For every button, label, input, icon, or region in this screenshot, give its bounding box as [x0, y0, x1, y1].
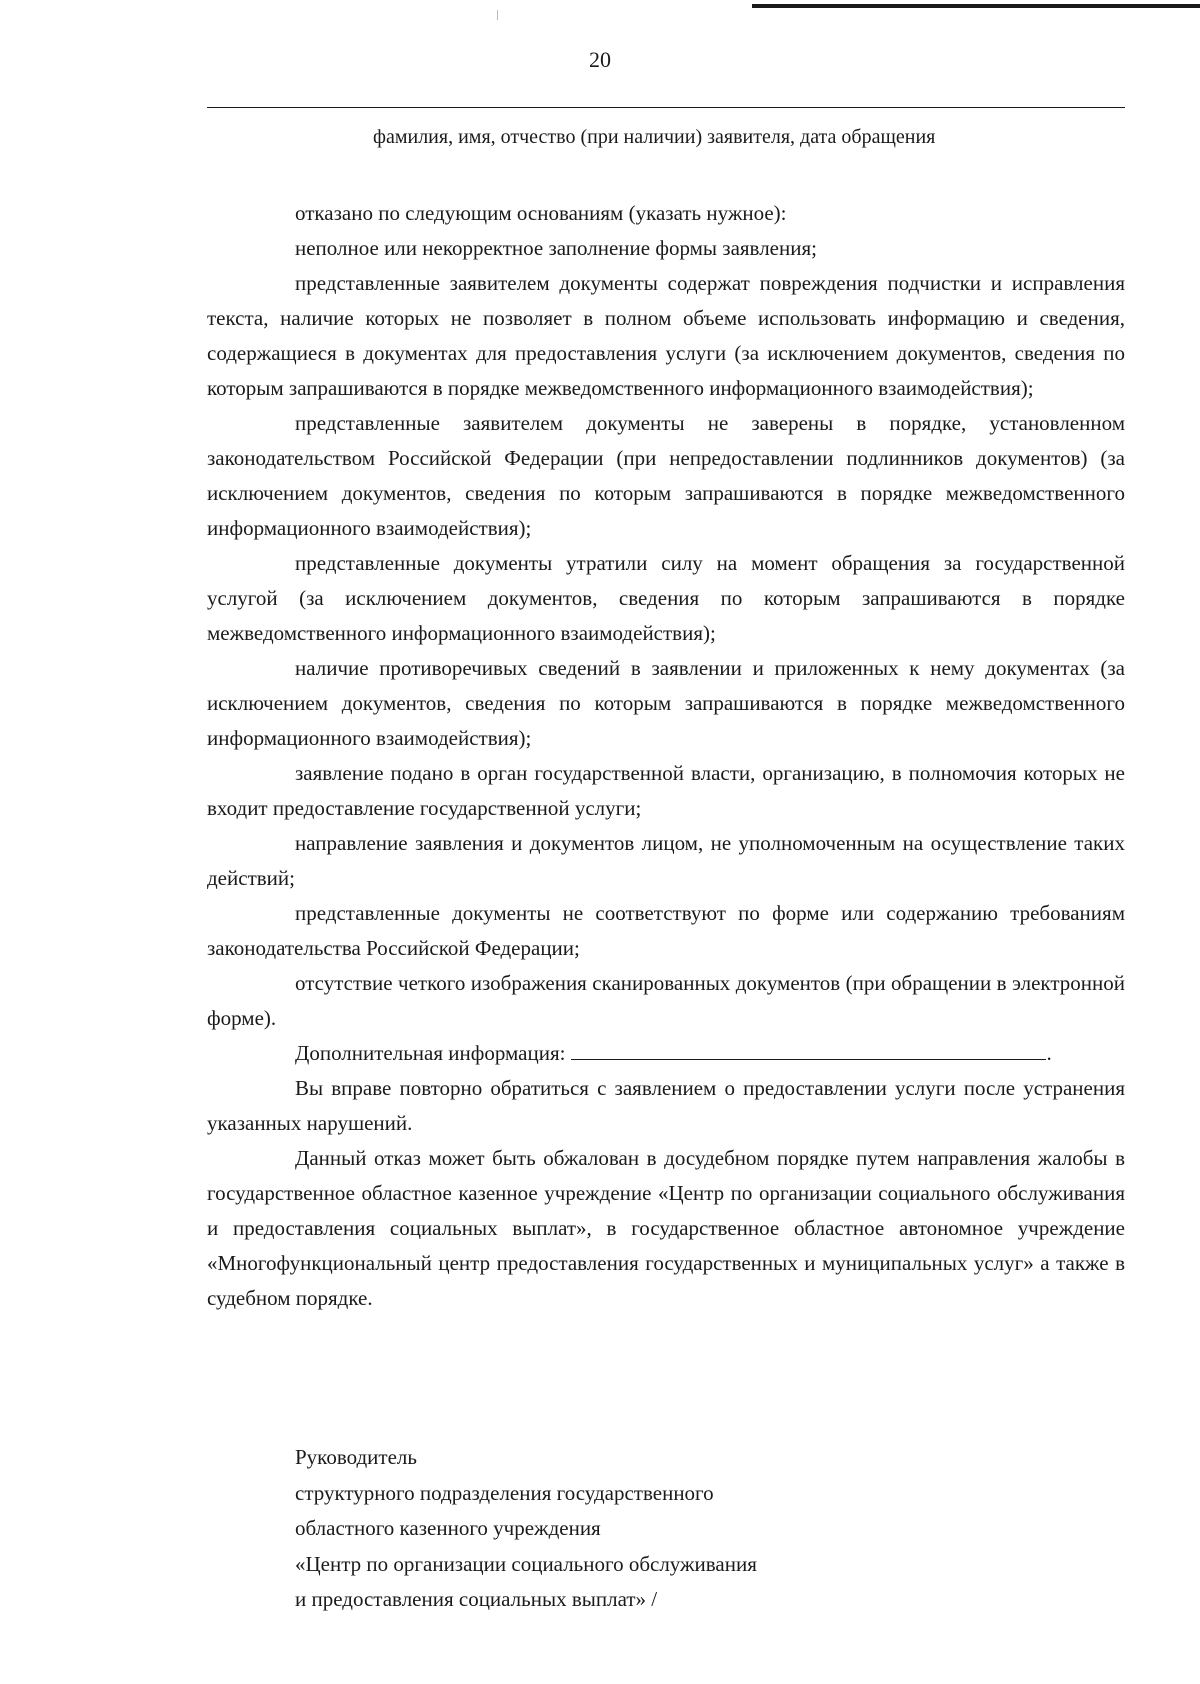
additional-info-blank: [571, 1039, 1046, 1060]
paragraph-ground-unclear-scan: отсутствие четкого изображения сканированных документов (при обращении в электронной форме).: [207, 971, 1125, 1030]
additional-info-label: Дополнительная информация:: [295, 1041, 566, 1065]
paragraph-ground-nonconforming: представленные документы не соответствуют по форме или содержанию требованиям законодательства Российской Федерации;: [207, 901, 1125, 960]
signature-line: Руководитель: [295, 1445, 417, 1469]
signature-line: структурного подразделения государственного: [295, 1480, 714, 1505]
paragraph-appeal: Данный отказ может быть обжалован в досудебном порядке путем направления жалобы в государственное областное казенное учреждение «Центр по организации социального обслуживания и предоставления социальных выплат», в государственное областное автономное учреждение «Многофункциональный центр предоставления государственных и муниципальных услуг» а также в судебном порядке.: [207, 1146, 1125, 1310]
scan-edge-mark: [752, 4, 1200, 8]
fill-in-rule: [207, 107, 1125, 108]
paragraph-ground-incomplete-form: неполное или некорректное заполнение формы заявления;: [295, 236, 817, 260]
paragraph-ground-contradictory: наличие противоречивых сведений в заявлении и приложенных к нему документах (за исключением документов, сведения по которым запрашиваются в порядке межведомственного информационного взаимодействия);: [207, 656, 1125, 750]
signature-line: «Центр по организации социального обслуживания: [295, 1551, 757, 1576]
paragraph-ground-damaged-documents: представленные заявителем документы содержат повреждения подчистки и исправления текста, наличие которых не позволяет в полном объеме использовать информацию и сведения, содержащиеся в документах для предоставления услуги (за исключением документов, сведения по которым запрашиваются в порядке межведомственного информационного взаимодействия);: [207, 271, 1125, 400]
paragraph-ground-wrong-authority: заявление подано в орган государственной власти, организацию, в полномочия которых не входит предоставление государственной услуги;: [207, 761, 1125, 820]
document-body: [207, 196, 1125, 1316]
additional-info-end: .: [1046, 1041, 1052, 1065]
page-number: 20: [589, 47, 611, 72]
additional-info-line: [207, 1036, 1125, 1071]
paragraph-ground-unauthorized: направление заявления и документов лицом, не уполномоченным на осуществление таких действий;: [207, 831, 1125, 890]
paragraph-grounds-intro: отказано по следующим основаниям (указать нужное):: [295, 201, 787, 225]
scan-dot-mark: [497, 10, 498, 20]
signature-line: областного казенного учреждения: [295, 1516, 601, 1540]
paragraph-ground-not-certified: представленные заявителем документы не заверены в порядке, установленном законодательством Российской Федерации (при непредоставлении подлинников документов) (за исключением документов, сведения по которым запрашиваются в порядке межведомственного информационного взаимодействия);: [207, 411, 1125, 540]
signature-block: [295, 1440, 757, 1618]
paragraph-reapply: Вы вправе повторно обратиться с заявлением о предоставлении услуги после устранения указанных нарушений.: [207, 1076, 1125, 1135]
signature-line: и предоставления социальных выплат» /: [295, 1587, 658, 1611]
paragraph-ground-expired: представленные документы утратили силу на момент обращения за государственной услугой (за исключением документов, сведения по которым запрашиваются в порядке межведомственного информационного взаимодействия);: [207, 551, 1125, 645]
field-caption: фамилия, имя, отчество (при наличии) заявителя, дата обращения: [373, 126, 936, 148]
